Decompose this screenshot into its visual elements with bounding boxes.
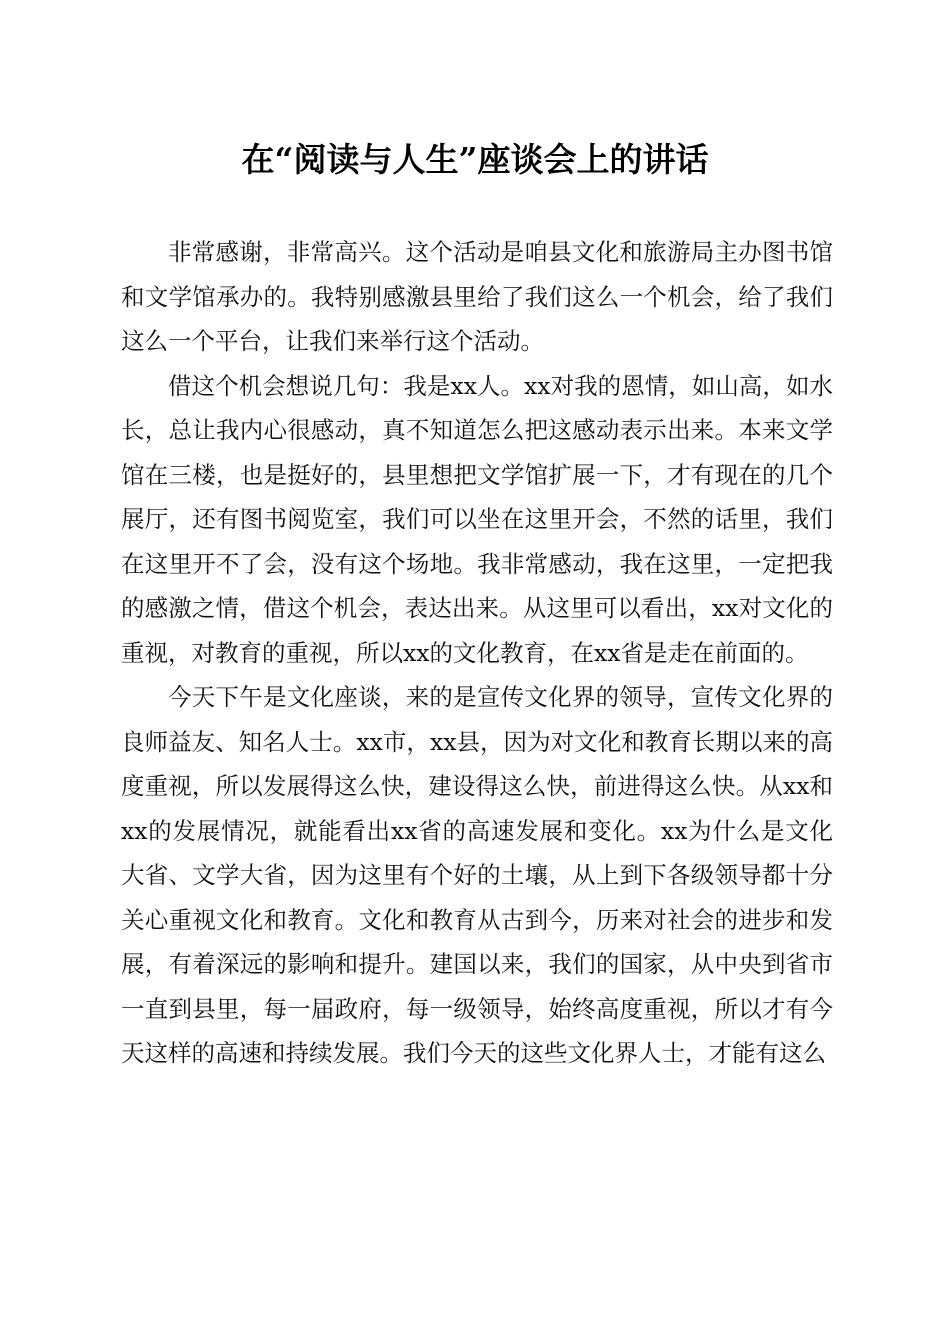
- paragraph-3: 今天下午是文化座谈，来的是宣传文化界的领导，宣传文化界的良师益友、知名人士。xx市，xx县，因为对文化和教育长期以来的高度重视，所以发展得这么快，建设得这么快，前进得这么快。从xx和xx的发展情况，就能看出xx省的高速发展和变化。xx为什么是文化大省、文学大省，因为这里有个好的土壤，从上到下各级领导都十分关心重视文化和教育。文化和教育从古到今，历来对社会的进步和发展，有着深远的影响和提升。建国以来，我们的国家，从中央到省市一直到县里，每一届政府，每一级领导，始终高度重视，所以才有今天这样的高速和持续发展。我们今天的这些文化界人士，才能有这么: [121, 683, 833, 1067]
- paragraph-1: 非常感谢，非常高兴。这个活动是咱县文化和旅游局主办图书馆和文学馆承办的。我特别感激县里给了我们这么一个机会，给了我们这么一个平台，让我们来举行这个活动。: [121, 238, 833, 355]
- document-body: [121, 230, 833, 1076]
- document-title: 在“阅读与人生”座谈会上的讲话: [241, 140, 709, 179]
- paragraph-2: 借这个机会想说几句：我是xx人。xx对我的恩情，如山高，如水长，总让我内心很感动，真不知道怎么把这感动表示出来。本来文学馆在三楼，也是挺好的，县里想把文学馆扩展一下，才有现在的几个展厅，还有图书阅览室，我们可以坐在这里开会，不然的话里，我们在这里开不了会，没有这个场地。我非常感动，我在这里，一定把我的感激之情，借这个机会，表达出来。从这里可以看出，xx对文化的重视，对教育的重视，所以xx的文化教育，在xx省是走在前面的。: [121, 371, 833, 667]
